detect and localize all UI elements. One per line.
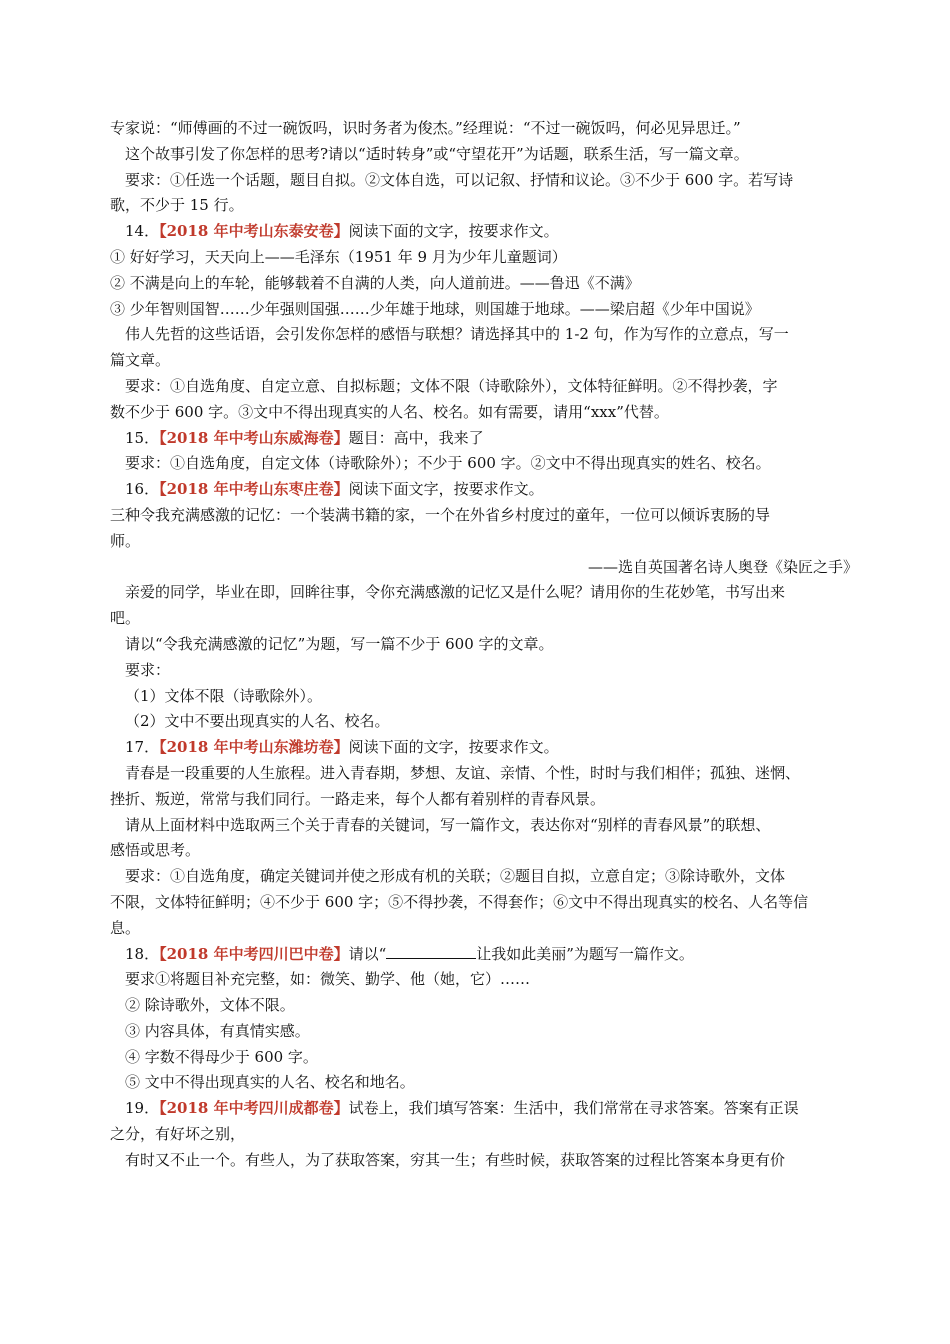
fill-in-blank	[386, 944, 476, 959]
quote-line: 挫折、叛逆，常常与我们同行。一路走来，每个人都有着别样的青春风景。	[110, 789, 606, 808]
text-line: 亲爱的同学，毕业在即，回眸往事，令你充满感激的记忆又是什么呢？请用你的生花妙笔，书写出来	[125, 583, 786, 602]
text-line: ⑤ 文中不得出现真实的人名、校名和地名。	[125, 1073, 415, 1092]
text-line: 要求：①自选角度，自定文体（诗歌除外）；不少于 600 字。②文中不得出现真实的姓名、校名。	[125, 454, 771, 473]
quote-line: 师。	[110, 531, 141, 550]
quote-line: ③ 少年智则国智……少年强则国强……少年雄于地球，则国雄于地球。——梁启超《少年中国说》	[110, 299, 760, 318]
question-number: 16．	[125, 480, 160, 499]
source-tag: 【2018 年中考山东枣庄卷】	[159, 480, 349, 499]
text-line: ④ 字数不得母少于 600 字。	[125, 1047, 318, 1066]
question-18	[110, 942, 858, 968]
text-line: 之分，有好坏之别，	[110, 1125, 246, 1144]
text-line: 要求①将题目补充完整，如：微笑、勤学、他（她，它）……	[125, 970, 531, 989]
text-line: 这个故事引发了你怎样的思考?请以“适时转身”或“守望花开”为话题，联系生活，写一篇文章。	[125, 144, 749, 163]
question-15	[110, 426, 858, 452]
text-line: 数不少于 600 字。③文中不得出现真实的人名、校名。如有需要，请用“xxx”代替。	[110, 402, 669, 421]
text-line: 请以“令我充满感激的记忆”为题，写一篇不少于 600 字的文章。	[125, 634, 554, 653]
question-number: 15．	[125, 428, 160, 447]
question-text: 试卷上，我们填写答案：生活中，我们常常在寻求答案。答案有正误	[348, 1099, 799, 1118]
quote-line: ① 好好学习，天天向上——毛泽东（1951 年 9 月为少年儿童题词）	[110, 247, 567, 266]
question-16	[110, 477, 858, 503]
question-text: 题目：高中，我来了	[348, 428, 484, 447]
text-line: 不限，文体特征鲜明；④不少于 600 字；⑤不得抄袭，不得套作；⑥文中不得出现真实的校名、人名等信	[110, 892, 809, 911]
quote-line: ② 不满是向上的车轮，能够载着不自满的人类，向人道前进。——鲁迅《不满》	[110, 273, 640, 292]
text-line: 息。	[110, 918, 141, 937]
question-text: 让我如此美丽”为题写一篇作文。	[476, 944, 694, 963]
text-line: （1）文体不限（诗歌除外）。	[125, 686, 323, 705]
text-line: 伟人先哲的这些话语，会引发你怎样的感悟与联想？请选择其中的 1-2 句，作为写作的立意点，写一	[125, 325, 789, 344]
question-17	[110, 735, 858, 761]
question-number: 14．	[125, 222, 160, 241]
question-text: 阅读下面文字，按要求作文。	[348, 480, 544, 499]
text-line: 请从上面材料中选取两三个关于青春的关键词，写一篇作文，表达你对“别样的青春风景”的联想、	[125, 815, 771, 834]
source-tag: 【2018 年中考山东潍坊卷】	[159, 738, 349, 757]
source-tag: 【2018 年中考山东泰安卷】	[159, 222, 349, 241]
text-line: 歌，不少于 15 行。	[110, 196, 244, 215]
question-text: 请以“	[348, 944, 387, 963]
quote-line: 青春是一段重要的人生旅程。进入青春期，梦想、友谊、亲情、个性，时时与我们相伴；孤独、迷惘、	[125, 763, 801, 782]
text-line: 吧。	[110, 609, 141, 628]
text-line: 要求：①自选角度、自定立意、自拟标题；文体不限（诗歌除外），文体特征鲜明。②不得抄袭，字	[125, 376, 778, 395]
source-tag: 【2018 年中考山东威海卷】	[159, 428, 349, 447]
text-line: 要求：	[125, 660, 171, 679]
document-page	[110, 116, 858, 1174]
text-line: 专家说：“师傅画的不过一碗饭吗，识时务者为俊杰。”经理说：“不过一碗饭吗，何必见异思迁。”	[110, 119, 741, 137]
source-tag: 【2018 年中考四川巴中卷】	[159, 944, 349, 963]
text-line: （2）文中不要出现真实的人名、校名。	[125, 712, 390, 731]
question-number: 19．	[125, 1099, 160, 1118]
source-tag: 【2018 年中考四川成都卷】	[159, 1099, 349, 1118]
question-number: 18．	[125, 944, 160, 963]
question-14	[110, 219, 858, 245]
text-line: 篇文章。	[110, 351, 171, 370]
text-line: ② 除诗歌外，文体不限。	[125, 996, 295, 1015]
text-line: 有时又不止一个。有些人，为了获取答案，穷其一生；有些时候，获取答案的过程比答案本身更有价	[125, 1150, 786, 1169]
text-line: 感悟或思考。	[110, 841, 201, 860]
text-line: 要求：①任选一个话题，题目自拟。②文体自选，可以记叙、抒情和议论。③不少于 600 字。若写诗	[125, 170, 794, 189]
quote-line: 三种令我充满感激的记忆：一个装满书籍的家，一个在外省乡村度过的童年，一位可以倾诉衷肠的导	[110, 505, 771, 524]
quote-attribution: ——选自英国著名诗人奥登《染匠之手》	[587, 557, 858, 576]
text-line: ③ 内容具体，有真情实感。	[125, 1021, 310, 1040]
text-line: 要求：①自选角度，确定关键词并使之形成有机的关联；②题目自拟，立意自定；③除诗歌外，文体	[125, 867, 786, 886]
question-text: 阅读下面的文字，按要求作文。	[348, 222, 559, 241]
question-text: 阅读下面的文字，按要求作文。	[348, 738, 559, 757]
question-number: 17．	[125, 738, 160, 757]
question-19	[110, 1096, 858, 1122]
